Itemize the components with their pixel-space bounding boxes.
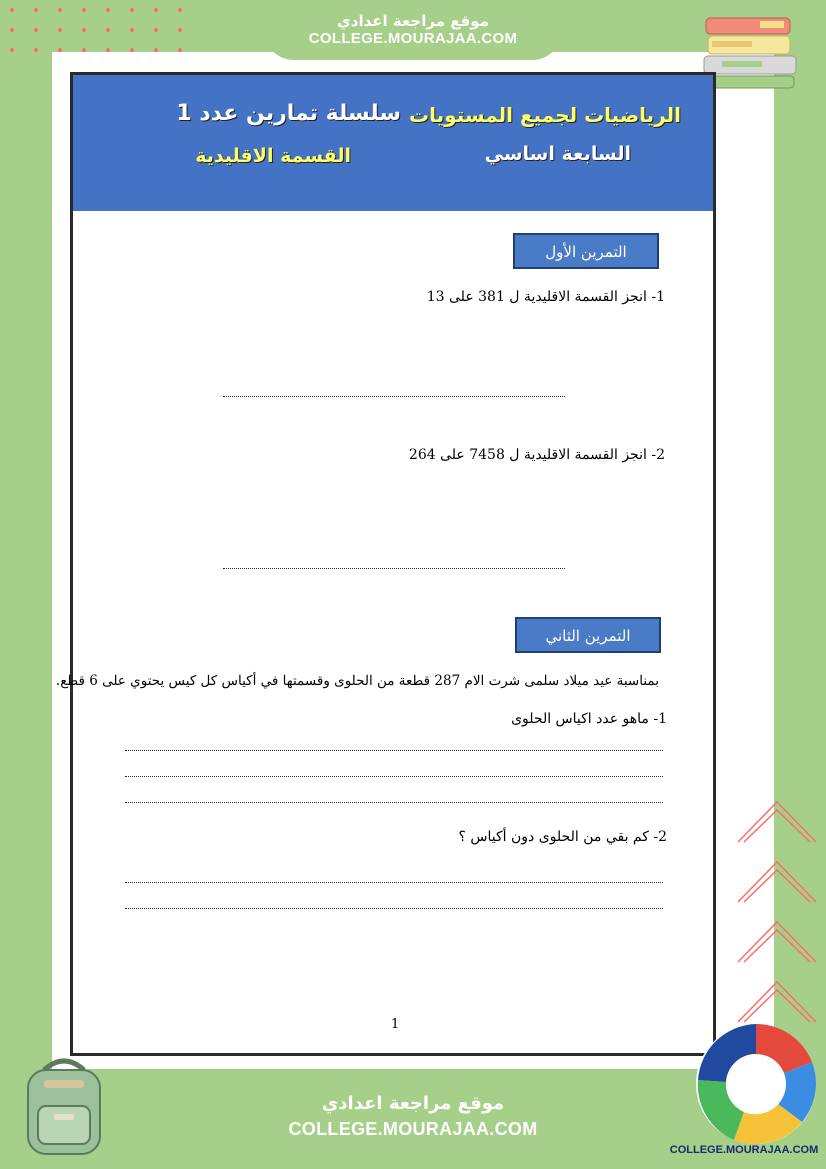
site-name-ar: موقع مراجعة اعدادي (337, 12, 489, 30)
site-domain[interactable]: COLLEGE.MOURAJAA.COM (288, 1118, 538, 1139)
worksheet (55, 72, 716, 1056)
site-domain[interactable]: COLLEGE.MOURAJAA.COM (308, 30, 518, 47)
subject-title: الرياضيات لجميع المستويات (409, 103, 681, 127)
series-title: سلسلة تمارين عدد 1 (176, 101, 401, 126)
answer-line[interactable] (125, 907, 663, 909)
decorative-dots (10, 8, 200, 58)
site-name-ar: موقع مراجعة اعدادي (321, 1092, 505, 1114)
exercise2-intro: بمناسبة عيد ميلاد سلمى شرت الام 287 قطعة من الحلوى وقسمتها في أكياس كل كيس يحتوي على 6 قطع. (55, 673, 659, 689)
answer-line[interactable] (125, 881, 663, 883)
grade-label: السابعة اساسي (484, 143, 631, 165)
exercise2-question2: 2- كم بقي من الحلوى دون أكياس ؟ (458, 829, 667, 845)
exercise1-question1: 1- انجز القسمة الاقليدية ل 381 على 13 (426, 289, 665, 305)
worksheet-header (73, 75, 713, 211)
exercise1-question2: 2- انجز القسمة الاقليدية ل 7458 على 264 (408, 447, 665, 463)
page-number: 1 (391, 1017, 400, 1032)
chevron-up-icon (734, 792, 820, 1032)
exercise1-title: التمرين الأول (513, 233, 659, 269)
site-banner-bottom[interactable] (264, 1072, 562, 1169)
exercise2-question1: 1- ماهو عدد اكياس الحلوى (511, 711, 667, 727)
books-icon (702, 14, 802, 92)
exercise2-title: التمرين الثاني (515, 617, 661, 653)
answer-line[interactable] (125, 749, 663, 751)
logo-caption: COLLEGE.MOURAJAA.COM (669, 1144, 819, 1156)
school-circle-logo[interactable] (694, 1022, 818, 1146)
answer-line[interactable] (125, 775, 663, 777)
answer-line[interactable] (125, 801, 663, 803)
frame-left (0, 0, 52, 1169)
answer-line[interactable] (223, 395, 565, 397)
topic-label: القسمة الاقليدية (195, 145, 351, 167)
site-banner-top[interactable] (264, 0, 562, 60)
backpack-icon (14, 1052, 114, 1160)
answer-line[interactable] (223, 567, 565, 569)
